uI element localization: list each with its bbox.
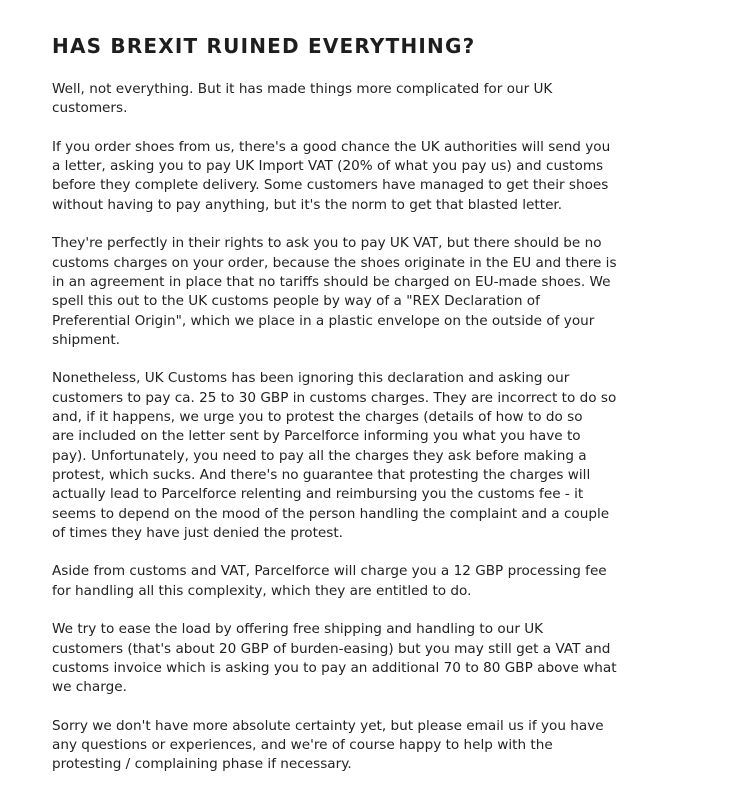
paragraph	[52, 80, 692, 119]
text-line: customers.	[52, 100, 128, 117]
text-line: without having to pay anything, but it's the norm to get that blasted letter.	[52, 196, 563, 213]
text-line: They're perfectly in their rights to ask you to pay UK VAT, but there should be no	[52, 235, 602, 252]
text-line: in an agreement in place that no tariffs should be charged on EU-made shoes. We	[52, 273, 611, 290]
text-line: shipment.	[52, 331, 120, 348]
article-body	[52, 80, 692, 775]
paragraph	[52, 138, 692, 215]
text-line: If you order shoes from us, there's a good chance the UK authorities will send you	[52, 138, 611, 155]
text-line: customs invoice which is asking you to pay an additional 70 to 80 GBP above what	[52, 659, 617, 676]
paragraph	[52, 620, 692, 697]
text-line: are included on the letter sent by Parcelforce informing you what you have to	[52, 428, 581, 445]
text-line: we charge.	[52, 679, 127, 696]
text-line: and, if it happens, we urge you to protest the charges (details of how to do so	[52, 409, 583, 426]
text-line: before they complete delivery. Some customers have managed to get their shoes	[52, 177, 609, 194]
text-line: for handling all this complexity, which they are entitled to do.	[52, 582, 472, 599]
text-line: of times they have just denied the protest.	[52, 524, 344, 541]
text-line: Nonetheless, UK Customs has been ignoring this declaration and asking our	[52, 370, 570, 387]
paragraph	[52, 369, 692, 543]
page-title: HAS BREXIT RUINED EVERYTHING?	[52, 34, 476, 58]
paragraph	[52, 717, 692, 775]
text-line: pay). Unfortunately, you need to pay all the charges they ask before making a	[52, 447, 587, 464]
text-line: protesting / complaining phase if necessary.	[52, 756, 352, 773]
text-line: customs charges on your order, because the shoes originate in the EU and there is	[52, 254, 617, 271]
text-line: We try to ease the load by offering free shipping and handling to our UK	[52, 621, 544, 638]
text-line: actually lead to Parcelforce relenting and reimbursing you the customs fee - it	[52, 486, 584, 503]
text-line: Sorry we don't have more absolute certainty yet, but please email us if you have	[52, 717, 604, 734]
text-line: customers (that's about 20 GBP of burden-easing) but you may still get a VAT and	[52, 640, 611, 657]
text-line: any questions or experiences, and we're of course happy to help with the	[52, 737, 553, 754]
text-line: Preferential Origin", which we place in a plastic envelope on the outside of your	[52, 312, 595, 329]
text-line: a letter, asking you to pay UK Import VAT (20% of what you pay us) and customs	[52, 158, 604, 175]
article	[52, 33, 692, 794]
text-line: spell this out to the UK customs people by way of a "REX Declaration of	[52, 293, 540, 310]
text-line: Aside from customs and VAT, Parcelforce will charge you a 12 GBP processing fee	[52, 563, 607, 580]
paragraph	[52, 562, 692, 601]
paragraph	[52, 234, 692, 350]
text-line: protest, which sucks. And there's no guarantee that protesting the charges will	[52, 466, 591, 483]
text-line: customers to pay ca. 25 to 30 GBP in customs charges. They are incorrect to do so	[52, 389, 617, 406]
text-line: Well, not everything. But it has made things more complicated for our UK	[52, 81, 553, 97]
text-line: seems to depend on the mood of the person handling the complaint and a couple	[52, 505, 610, 522]
